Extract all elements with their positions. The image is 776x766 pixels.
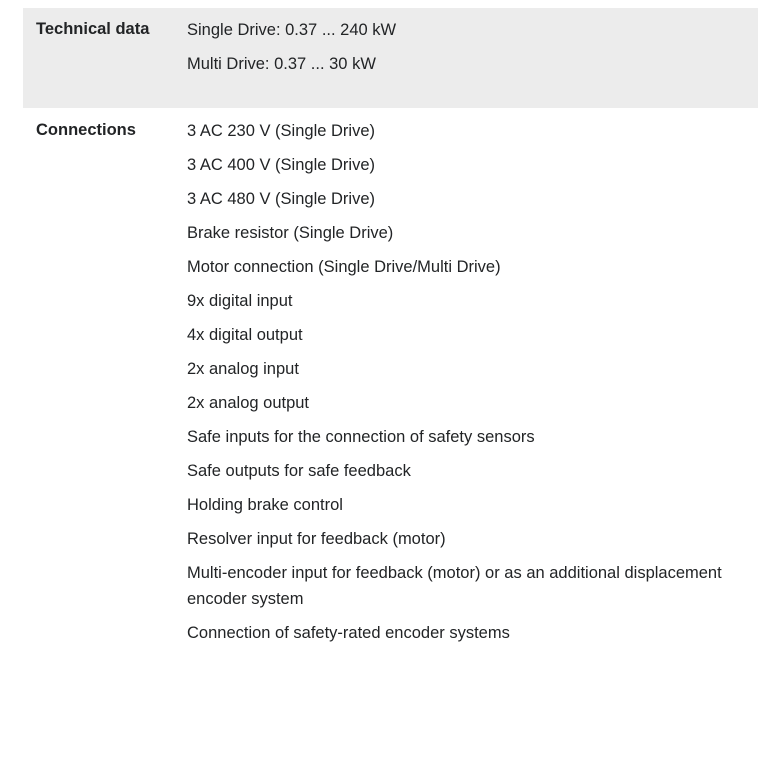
connection-value: 3 AC 230 V (Single Drive) [187,122,376,140]
connection-value: 9x digital input [187,292,293,310]
connection-value: Motor connection (Single Drive/Multi Drive) [187,258,501,276]
technical-data-value: Single Drive: 0.37 ... 240 kW [187,21,397,39]
technical-data-values [175,8,758,85]
connection-value: 2x analog input [187,360,299,378]
connection-value: Holding brake control [187,496,343,514]
technical-data-row [23,8,758,108]
connection-value: Safe inputs for the connection of safety sensors [187,428,535,446]
connection-value: 4x digital output [187,326,303,344]
connection-value: Safe outputs for safe feedback [187,462,411,480]
connection-value: Connection of safety-rated encoder systems [187,624,510,642]
connections-label: Connections [36,121,136,139]
connection-value: Multi-encoder input for feedback (motor) or as an additional displacement encoder system [187,564,722,608]
connection-value: Resolver input for feedback (motor) [187,530,446,548]
connections-row [23,108,758,654]
connection-value: Brake resistor (Single Drive) [187,224,394,242]
spec-table [23,8,758,654]
connections-values [175,118,758,654]
connection-value: 3 AC 400 V (Single Drive) [187,156,376,174]
technical-data-value: Multi Drive: 0.37 ... 30 kW [187,55,376,73]
connection-value: 3 AC 480 V (Single Drive) [187,190,376,208]
technical-data-label: Technical data [36,20,150,38]
connection-value: 2x analog output [187,394,310,412]
